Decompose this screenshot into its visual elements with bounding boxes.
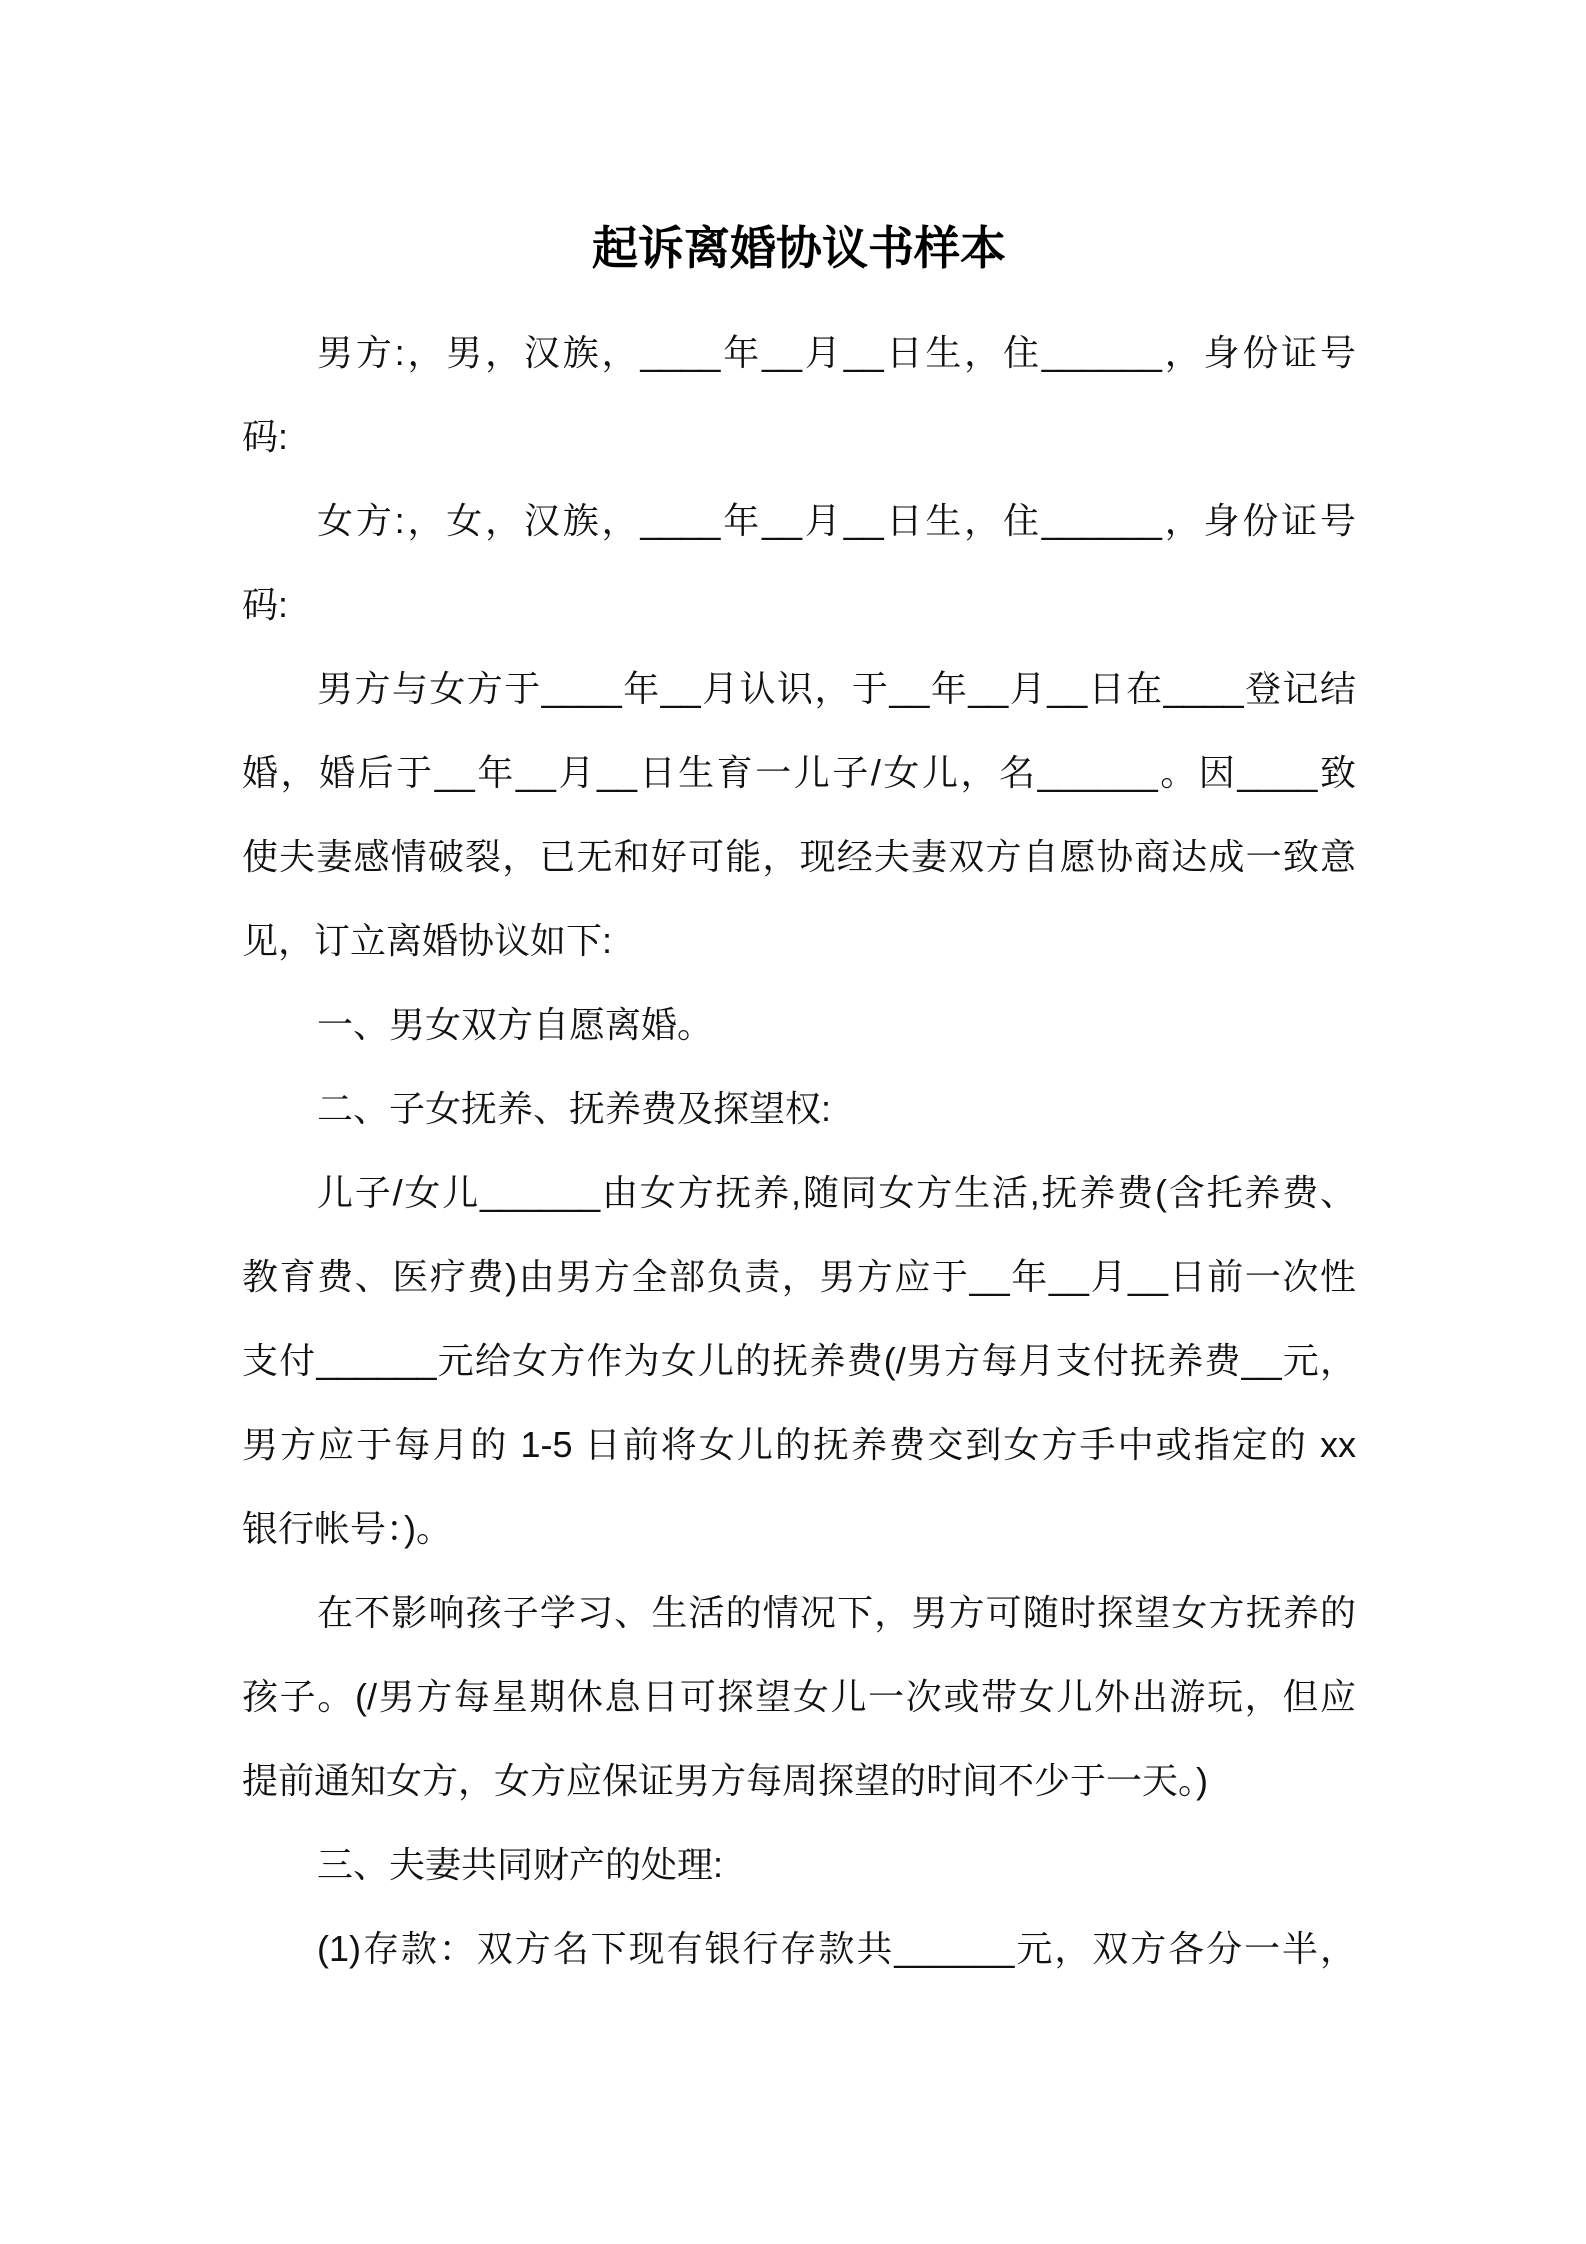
paragraph-line: 在不影响孩子学习、生活的情况下，男方可随时探望女方抚养的 bbox=[317, 1592, 1356, 1633]
clause-1-voluntary-divorce bbox=[242, 983, 1356, 1067]
paragraph-line: 男方应于每月的 1-5 日前将女儿的抚养费交到女方手中或指定的 xx bbox=[242, 1424, 1356, 1465]
paragraph-line: 码: bbox=[242, 584, 289, 625]
clause-2-heading bbox=[242, 1067, 1356, 1151]
paragraph-line: 使夫妻感情破裂，已无和好可能，现经夫妻双方自愿协商达成一致意 bbox=[242, 836, 1356, 877]
paragraph-marriage-background bbox=[242, 647, 1356, 983]
paragraph-line: 儿子/女儿______由女方抚养,随同女方生活,抚养费(含托养费、 bbox=[317, 1172, 1356, 1213]
paragraph-child-custody-support bbox=[242, 1151, 1356, 1571]
paragraph-savings-division bbox=[242, 1907, 1356, 1991]
paragraph-line: 银行帐号：)。 bbox=[242, 1508, 452, 1549]
paragraph-line: 男方:，男，汉族，____年__月__日生，住______，身份证号 bbox=[317, 332, 1356, 373]
paragraph-line: 提前通知女方，女方应保证男方每周探望的时间不少于一天。) bbox=[242, 1760, 1208, 1801]
paragraph-line: 见，订立离婚协议如下: bbox=[242, 920, 613, 961]
paragraph-female-party-info bbox=[242, 479, 1356, 647]
paragraph-line: 教育费、医疗费)由男方全部负责，男方应于__年__月__日前一次性 bbox=[242, 1256, 1356, 1297]
paragraph-line: 一、男女双方自愿离婚。 bbox=[317, 1004, 714, 1045]
paragraph-line: 二、子女抚养、抚养费及探望权: bbox=[317, 1088, 832, 1129]
paragraph-line: 婚，婚后于__年__月__日生育一儿子/女儿，名______。因____致 bbox=[242, 752, 1356, 793]
paragraph-line: 男方与女方于____年__月认识，于__年__月__日在____登记结 bbox=[317, 668, 1356, 709]
document-title: 起诉离婚协议书样本 bbox=[592, 222, 1006, 274]
paragraph-line: (1)存款：双方名下现有银行存款共______元，双方各分一半， bbox=[317, 1928, 1356, 1969]
document-body bbox=[242, 311, 1356, 1991]
paragraph-visitation-rights bbox=[242, 1571, 1356, 1823]
paragraph-line: 孩子。(/男方每星期休息日可探望女儿一次或带女儿外出游玩，但应 bbox=[242, 1676, 1356, 1717]
paragraph-line: 码: bbox=[242, 416, 289, 457]
paragraph-line: 三、夫妻共同财产的处理: bbox=[317, 1844, 724, 1885]
paragraph-line: 支付______元给女方作为女儿的抚养费(/男方每月支付抚养费__元， bbox=[242, 1340, 1356, 1381]
paragraph-male-party-info bbox=[242, 311, 1356, 479]
clause-3-heading bbox=[242, 1823, 1356, 1907]
paragraph-line: 女方:，女，汉族，____年__月__日生，住______，身份证号 bbox=[317, 500, 1356, 541]
